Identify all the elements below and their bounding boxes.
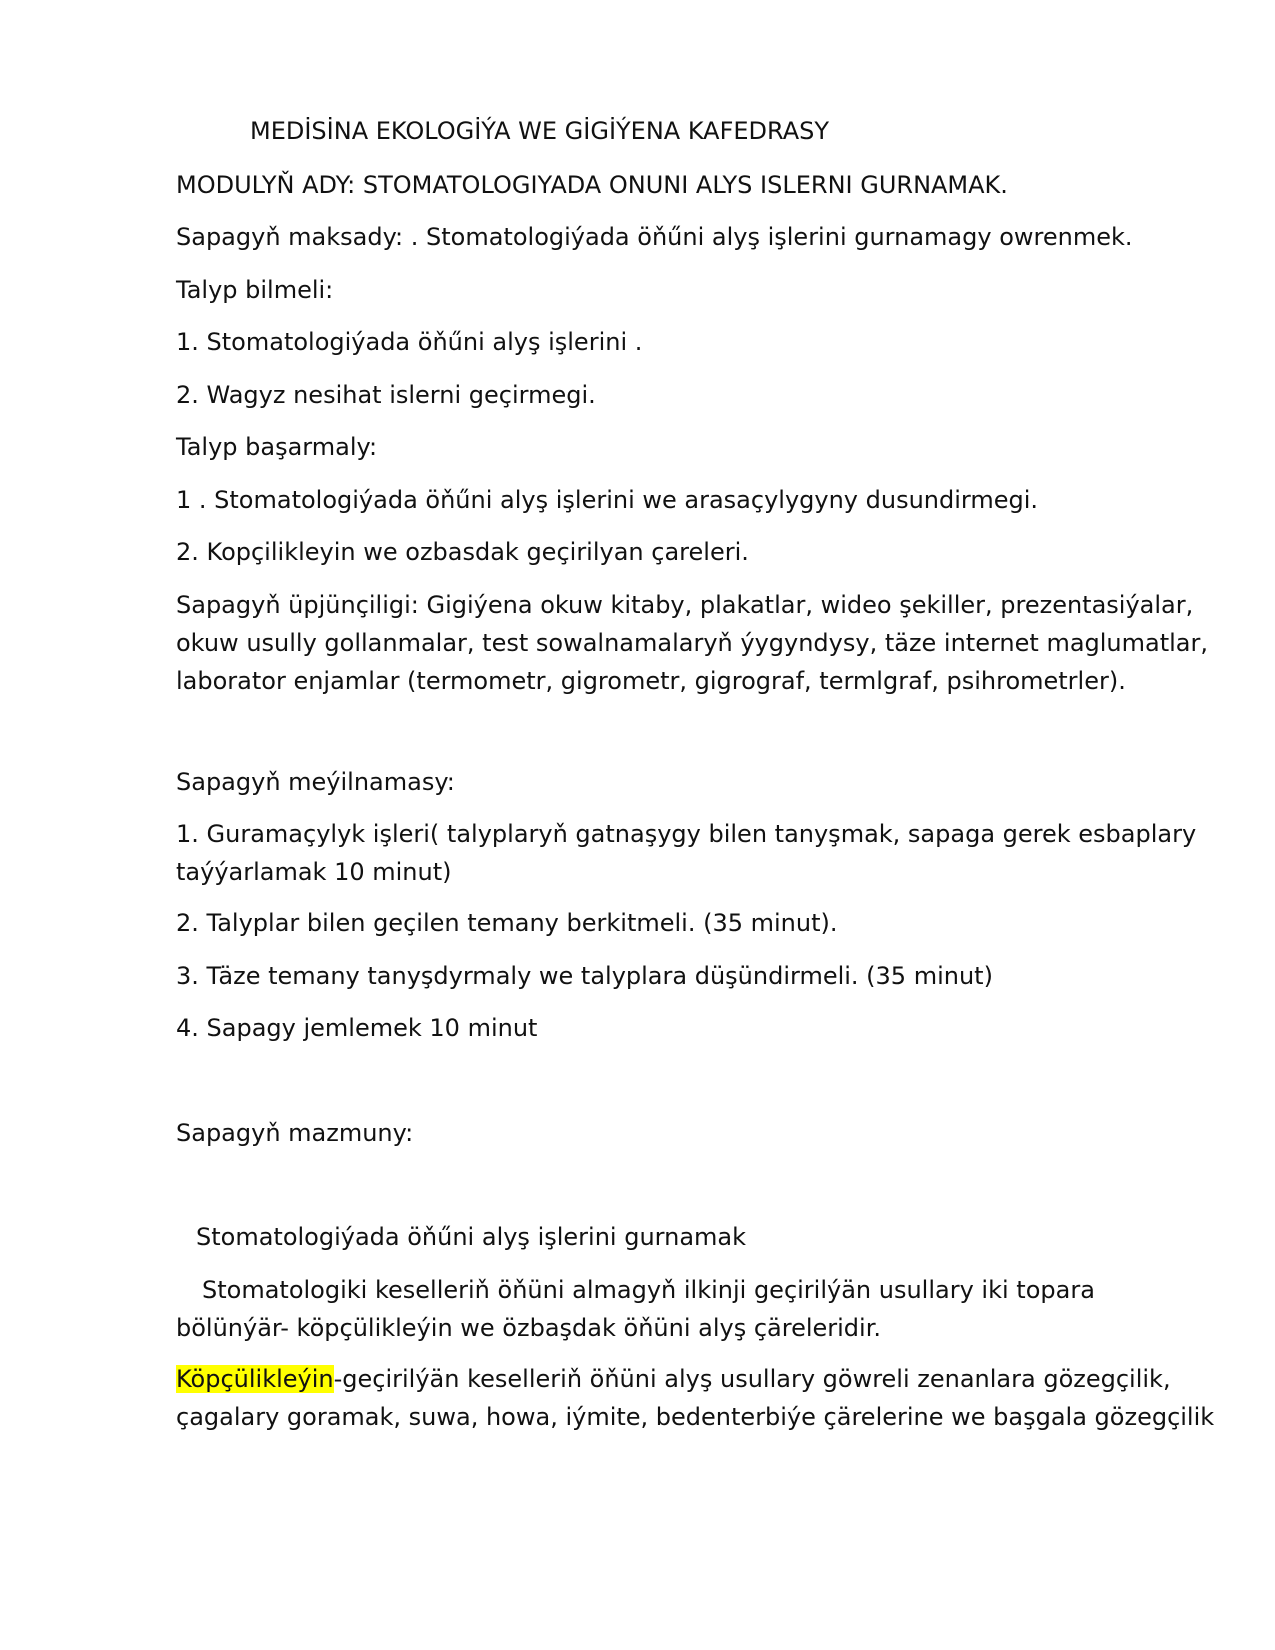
- plan-item: 2. Talyplar bilen geçilen temany berkitmeli. (35 minut).: [176, 909, 838, 937]
- plan-item: 3. Täze temany tanyşdyrmaly we talyplara düşündirmeli. (35 minut): [176, 962, 993, 990]
- equipment-line: laborator enjamlar (termometr, gigrometr, gigrograf, termlgraf, psihrometrler).: [176, 667, 1126, 695]
- mass-prevention-line: [176, 1360, 1186, 1398]
- intro-line: bölünýär- köpçülikleýin we özbaşdak öňüni alyş çäreleridir.: [176, 1314, 881, 1342]
- equipment-line: okuw usully gollanmalar, test sowalnamalaryň ýygyndysy, täze internet maglumatlar,: [176, 629, 1209, 657]
- content-heading: Sapagyň mazmuny:: [176, 1119, 414, 1147]
- lesson-goal: Sapagyň maksady: . Stomatologiýada öňűni alyş işlerini gurnamagy owrenmek.: [176, 223, 1133, 251]
- intro-line: Stomatologiki keselleriň öňüni almagyň ilkinji geçirilýän usullary iki topara: [202, 1276, 1095, 1304]
- must-do-item: 2. Kopçilikleyin we ozbasdak geçirilyan çareleri.: [176, 538, 749, 566]
- plan-item-line: 1. Guramaçylyk işleri( talyplaryň gatnaşygy bilen tanyşmak, sapaga gerek esbaplary: [176, 820, 1197, 848]
- plan-item: 4. Sapagy jemlemek 10 minut: [176, 1014, 538, 1042]
- must-know-heading: Talyp bilmeli:: [176, 276, 334, 304]
- equipment-line: Sapagyň üpjünçiligi: Gigiýena okuw kitaby, plakatlar, wideo şekiller, prezentasiýalar,: [176, 591, 1194, 619]
- topic-title: Stomatologiýada öňűni alyş işlerini gurnamak: [196, 1223, 747, 1251]
- mass-prevention-paragraph: [176, 1360, 1215, 1436]
- equipment-paragraph: [176, 586, 1209, 700]
- must-know-item: 1. Stomatologiýada öňűni alyş işlerini .: [176, 328, 643, 356]
- plan-item: [176, 815, 1197, 891]
- must-do-heading: Talyp başarmaly:: [176, 433, 378, 461]
- module-name: MODULYŇ ADY: STOMATOLOGIYADA ONUNI ALYS ISLERNI GURNAMAK.: [176, 171, 1008, 199]
- intro-paragraph: [176, 1271, 1186, 1347]
- plan-heading: Sapagyň meýilnamasy:: [176, 768, 455, 796]
- highlighted-term: Köpçülikleýin: [176, 1365, 334, 1393]
- department-title: MEDİSİNA EKOLOGİÝA WE GİGİÝENA KAFEDRASY: [250, 117, 830, 145]
- mass-prevention-line: çagalary goramak, suwa, howa, iýmite, bedenterbiýe çärelerine we başgala gözegçilik: [176, 1403, 1215, 1431]
- mass-prevention-text: -geçirilýän keselleriň öňüni alyş usullary göwreli zenanlara gözegçilik,: [333, 1365, 1171, 1393]
- plan-item-line: taýýarlamak 10 minut): [176, 858, 452, 886]
- must-do-item: 1 . Stomatologiýada öňűni alyş işlerini we arasaçylygyny dusundirmegi.: [176, 486, 1039, 514]
- must-know-item: 2. Wagyz nesihat islerni geçirmegi.: [176, 381, 596, 409]
